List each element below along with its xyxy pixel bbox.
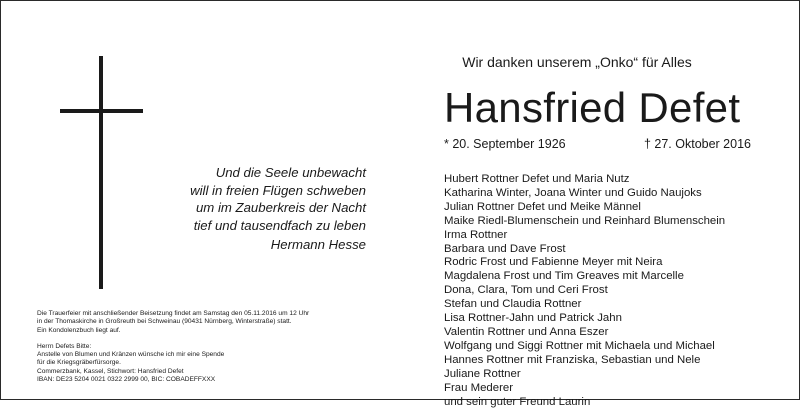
mourner-entry: Lisa Rottner-Jahn und Patrick Jahn bbox=[444, 312, 725, 326]
mourner-entry: Valentin Rottner und Anna Eszer bbox=[444, 326, 725, 340]
mourner-entry: Katharina Winter, Joana Winter und Guido Naujoks bbox=[444, 187, 725, 201]
donation-info-line: für die Kriegsgräberfürsorge. bbox=[37, 359, 377, 367]
poem bbox=[151, 164, 366, 254]
funeral-info-line: Die Trauerfeier mit anschließender Beisetzung findet am Samstag den 05.11.2016 um 12 Uhr bbox=[37, 310, 377, 318]
mourner-entry: Maike Riedl-Blumenschein und Reinhard Blumenschein bbox=[444, 215, 725, 229]
poem-line: will in freien Flügen schweben bbox=[151, 182, 366, 200]
donation-info-line: Commerzbank, Kassel, Stichwort: Hansfried Defet bbox=[37, 368, 377, 376]
mourner-entry: Stefan und Claudia Rottner bbox=[444, 298, 725, 312]
donation-info-line: IBAN: DE23 5204 0021 0322 2999 00, BIC: COBADEFFXXX bbox=[37, 376, 377, 384]
donation-info-line: Herrn Defets Bitte: bbox=[37, 343, 377, 351]
mourner-entry: Barbara und Dave Frost bbox=[444, 243, 725, 257]
mourner-entry: Hubert Rottner Defet und Maria Nutz bbox=[444, 173, 725, 187]
mourner-entry: Rodric Frost und Fabienne Meyer mit Neira bbox=[444, 256, 725, 270]
cross-icon-horizontal bbox=[60, 109, 143, 113]
cross-icon-vertical bbox=[99, 56, 103, 289]
mourner-entry: Dona, Clara, Tom und Ceri Frost bbox=[444, 284, 725, 298]
mourner-entry: Wolfgang und Siggi Rottner mit Michaela und Michael bbox=[444, 340, 725, 354]
mourner-entry: Irma Rottner bbox=[444, 229, 725, 243]
thanks-line: Wir danken unserem „Onko“ für Alles bbox=[401, 54, 753, 70]
mourners-list bbox=[444, 173, 725, 409]
mourner-entry: Hannes Rottner mit Franziska, Sebastian und Nele bbox=[444, 354, 725, 368]
donation-info-line: Anstelle von Blumen und Kränzen wünsche ich mir eine Spende bbox=[37, 351, 377, 359]
poem-author: Hermann Hesse bbox=[151, 236, 366, 254]
notes-spacer bbox=[37, 335, 377, 343]
funeral-notes bbox=[37, 310, 377, 384]
death-date: † 27. Oktober 2016 bbox=[644, 137, 751, 151]
mourner-entry: Magdalena Frost und Tim Greaves mit Marcelle bbox=[444, 270, 725, 284]
funeral-info-line: in der Thomaskirche in Großreuth bei Schweinau (90431 Nürnberg, Winterstraße) statt. bbox=[37, 318, 377, 326]
mourner-entry: Juliane Rottner bbox=[444, 368, 725, 382]
mourner-entry: Frau Mederer bbox=[444, 382, 725, 396]
birth-date: * 20. September 1926 bbox=[444, 137, 566, 151]
deceased-name: Hansfried Defet bbox=[444, 85, 740, 131]
mourner-entry: Julian Rottner Defet und Meike Männel bbox=[444, 201, 725, 215]
poem-line: tief und tausendfach zu leben bbox=[151, 217, 366, 235]
poem-line: Und die Seele unbewacht bbox=[151, 164, 366, 182]
funeral-info-line: Ein Kondolenzbuch liegt auf. bbox=[37, 327, 377, 335]
mourner-entry: und sein guter Freund Laurin bbox=[444, 396, 725, 409]
poem-line: um im Zauberkreis der Nacht bbox=[151, 199, 366, 217]
